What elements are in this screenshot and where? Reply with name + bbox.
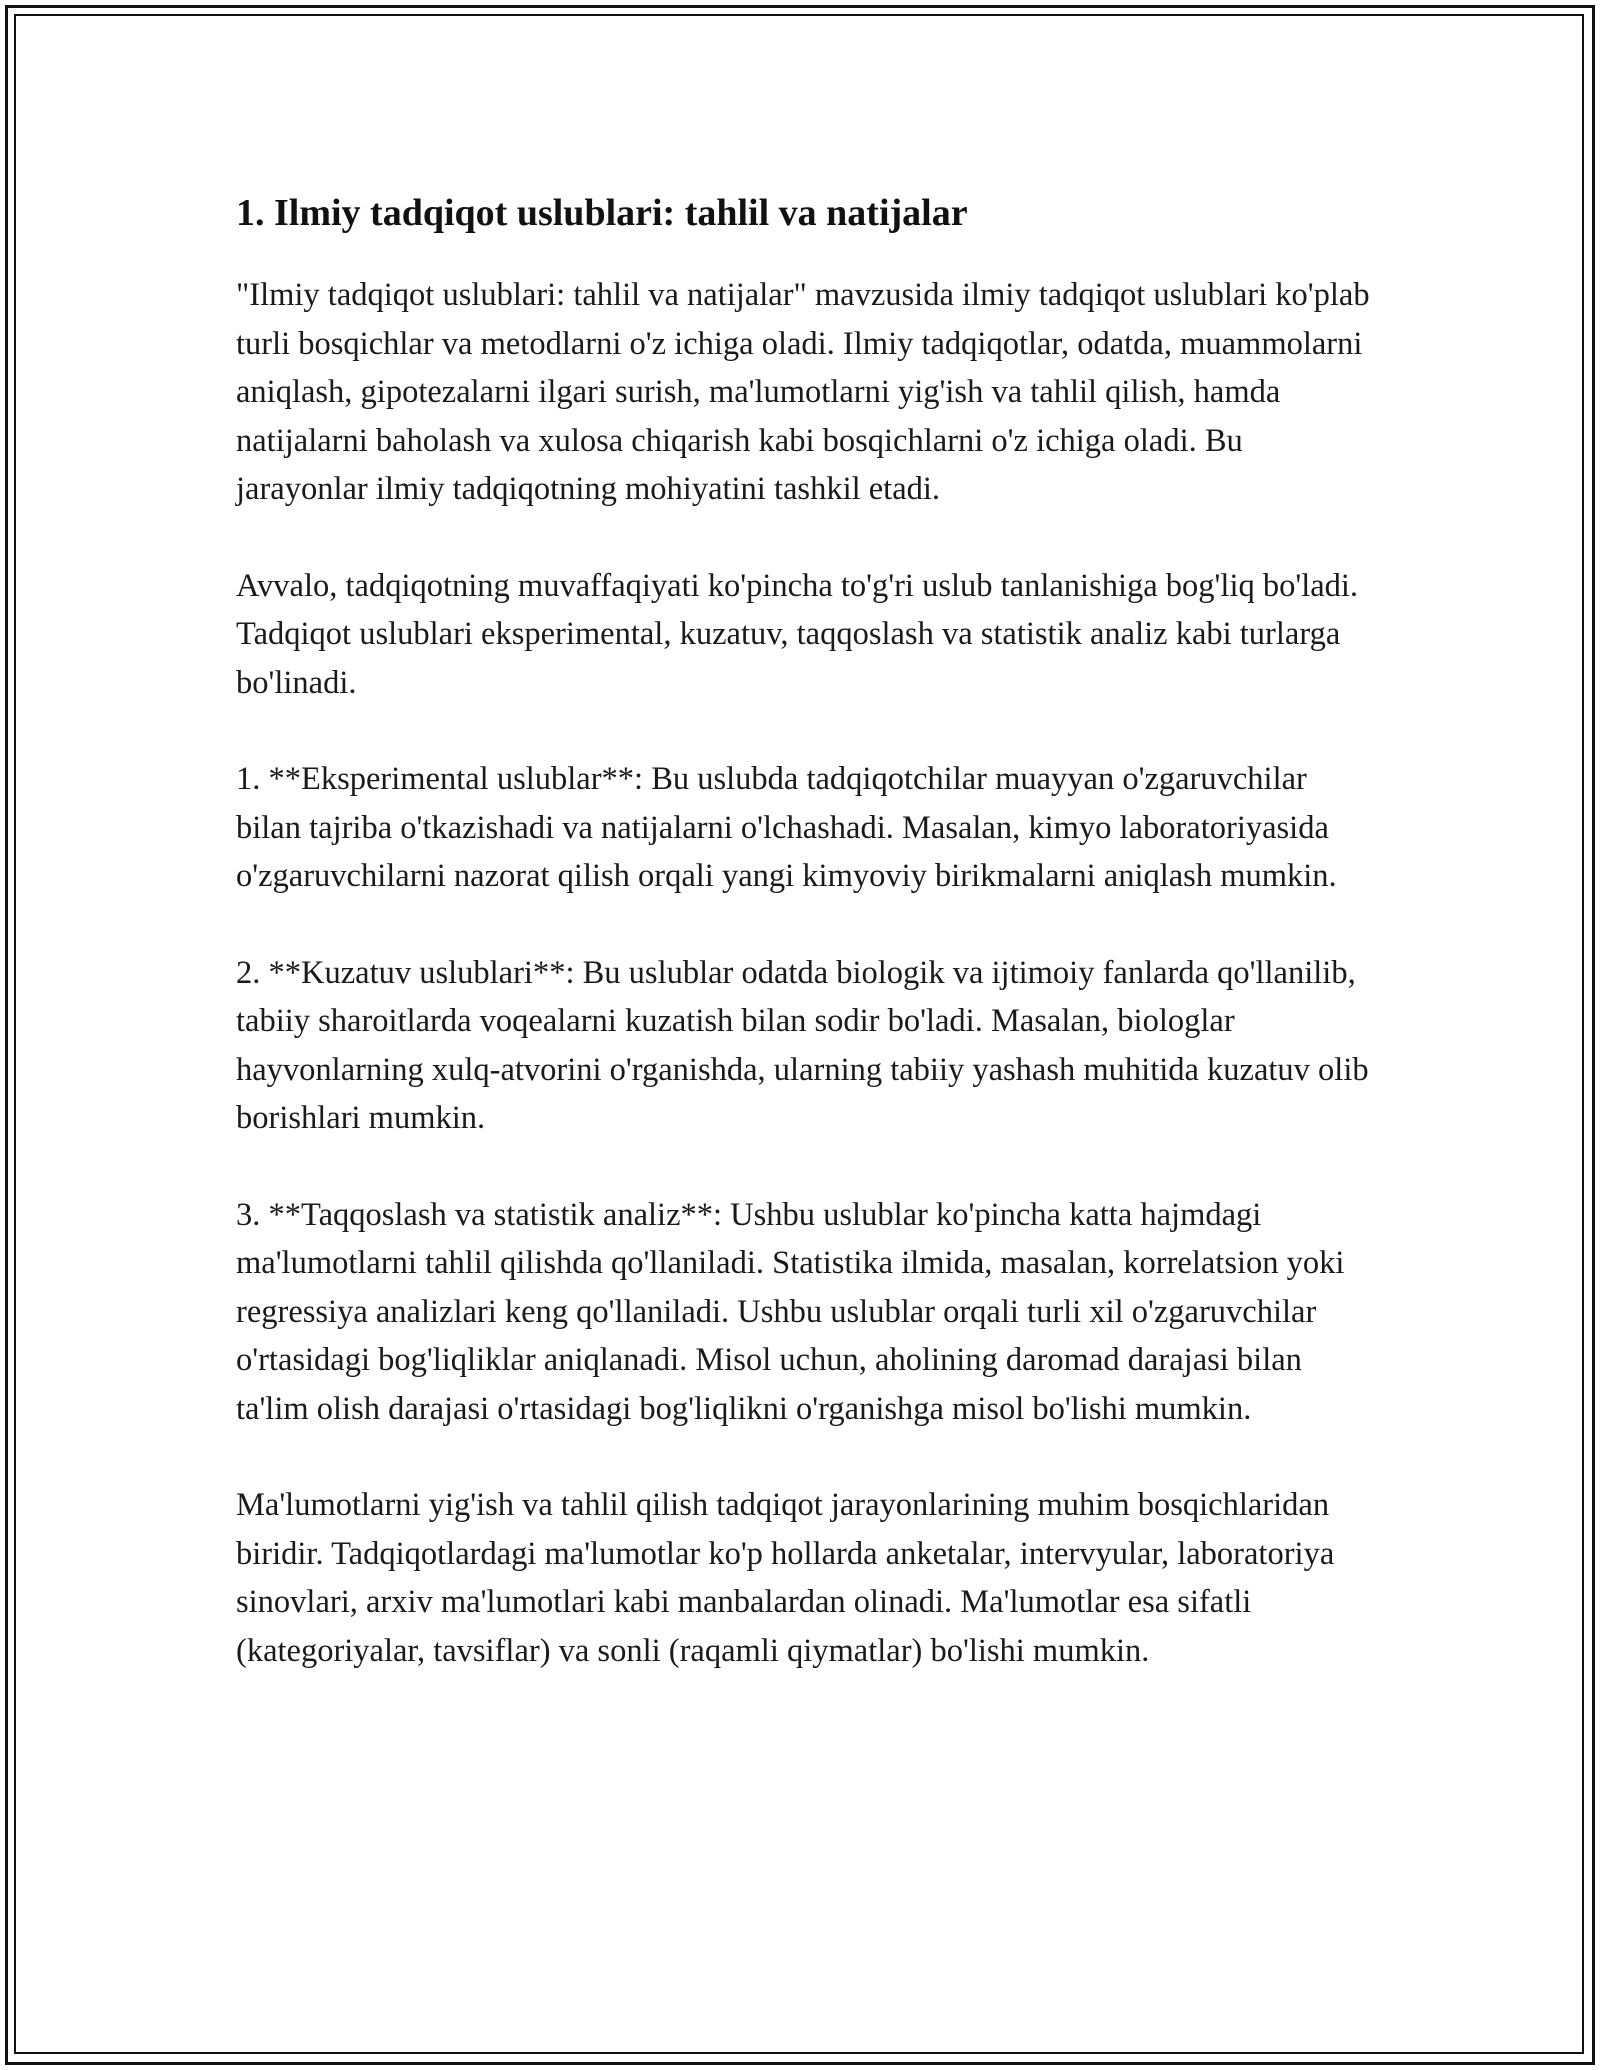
paragraph-method-choice: Avvalo, tadqiqotning muvaffaqiyati ko'pincha to'g'ri uslub tanlanishiga bog'liq bo'ladi. Tadqiqot uslublari eksperimental, kuzatuv, taqqoslash va statistik analiz kabi turlarga bo'linadi. xyxy=(236,567,1359,701)
paragraph-observational: 2. **Kuzatuv uslublari**: Bu uslublar odatda biologik va ijtimoiy fanlarda qo'llanilib, tabiiy sharoitlarda voqealarni kuzatish bilan sodir bo'ladi. Masalan, biologlar hayvonlarning xulq-atvorini o'rganishda, ularning tabiiy yashash muhitida kuzatuv olib borishlari mumkin. xyxy=(236,954,1369,1136)
document-body xyxy=(236,185,1376,1723)
section-heading: 1. Ilmiy tadqiqot uslublari: tahlil va natijalar xyxy=(236,192,968,234)
paragraph-intro: "Ilmiy tadqiqot uslublari: tahlil va natijalar" mavzusida ilmiy tadqiqot uslublari ko'plab turli bosqichlar va metodlarni o'z ichiga oladi. Ilmiy tadqiqotlar, odatda, muammolarni aniqlash, gipotezalarni ilgari surish, ma'lumotlarni yig'ish va tahlil qilish, hamda natijalarni baholash va xulosa chiqarish kabi bosqichlarni o'z ichiga oladi. Bu jarayonlar ilmiy tadqiqotning mohiyatini tashkil etadi. xyxy=(236,277,1370,507)
paragraph-data-collection: Ma'lumotlarni yig'ish va tahlil qilish tadqiqot jarayonlarining muhim bosqichlaridan biridir. Tadqiqotlardagi ma'lumotlar ko'p hollarda anketalar, intervyular, laboratoriya sinovlari, arxiv ma'lumotlari kabi manbalardan olinadi. Ma'lumotlar esa sifatli (kategoriyalar, tavsiflar) va sonli (raqamli qiymatlar) bo'lishi mumkin. xyxy=(236,1487,1335,1669)
paragraph-experimental: 1. **Eksperimental uslublar**: Bu uslubda tadqiqotchilar muayyan o'zgaruvchilar bilan tajriba o'tkazishadi va natijalarni o'lchashadi. Masalan, kimyo laboratoriyasida o'zgaruvchilarni nazorat qilish orqali yangi kimyoviy birikmalarni aniqlash mumkin. xyxy=(236,761,1337,894)
paragraph-comparative-statistical: 3. **Taqqoslash va statistik analiz**: Ushbu uslublar ko'pincha katta hajmdagi ma'lumotlarni tahlil qilishda qo'llaniladi. Statistika ilmida, masalan, korrelatsion yoki regressiya analizlari keng qo'llaniladi. Ushbu uslublar orqali turli xil o'zgaruvchilar o'rtasidagi bog'liqliklar aniqlanadi. Misol uchun, aholining daromad darajasi bilan ta'lim olish darajasi o'rtasidagi bog'liqlikni o'rganishga misol bo'lishi mumkin. xyxy=(236,1196,1345,1427)
